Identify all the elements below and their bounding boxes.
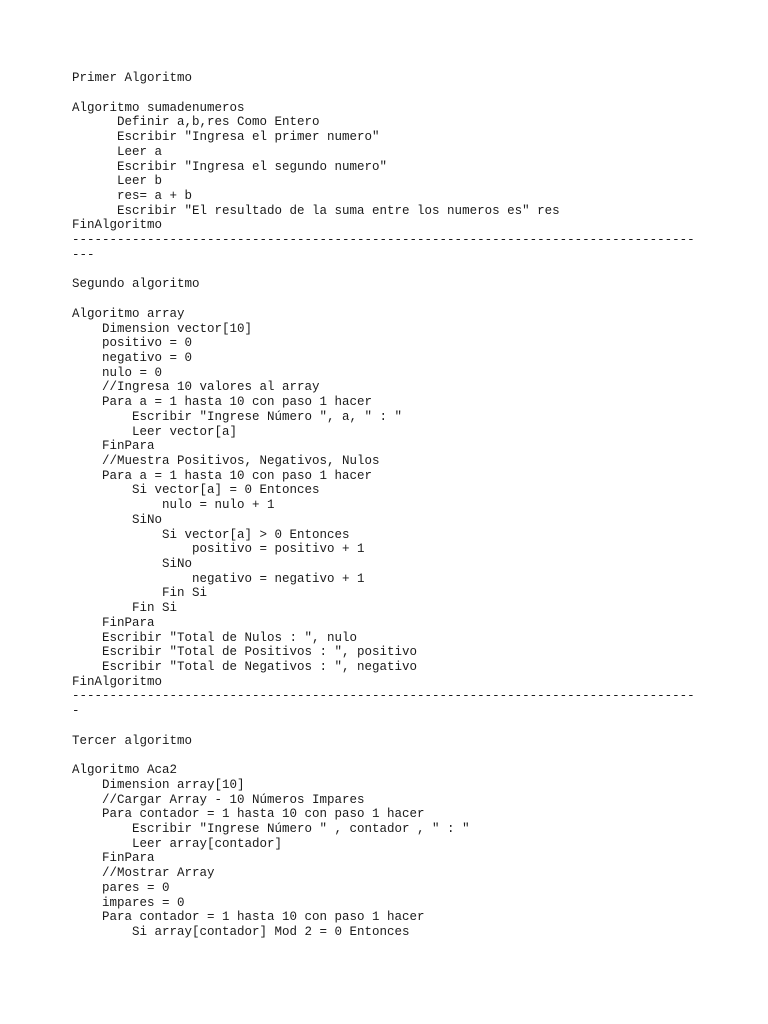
doc-line: Si vector[a] > 0 Entonces <box>72 527 350 542</box>
doc-line: Dimension vector[10] <box>72 321 253 336</box>
doc-line: FinAlgoritmo <box>72 218 163 233</box>
doc-line: Dimension array[10] <box>72 777 245 792</box>
doc-line: Definir a,b,res Como Entero <box>72 115 320 130</box>
doc-line: Escribir "Ingresa el primer numero" <box>72 130 380 145</box>
doc-line: Para contador = 1 hasta 10 con paso 1 hacer <box>72 807 425 822</box>
doc-line: Escribir "Ingresa el segundo numero" <box>72 159 388 174</box>
doc-line: SiNo <box>72 557 193 572</box>
separator-line: --- <box>72 247 95 262</box>
doc-line: Escribir "Total de Positivos : ", positivo <box>72 645 418 660</box>
doc-line: Fin Si <box>72 601 178 616</box>
doc-line: pares = 0 <box>72 880 170 895</box>
doc-line: Escribir "Total de Nulos : ", nulo <box>72 630 358 645</box>
doc-line: //Cargar Array - 10 Números Impares <box>72 792 365 807</box>
doc-line: Leer a <box>72 144 163 159</box>
doc-line <box>72 719 762 734</box>
doc-line: nulo = 0 <box>72 365 163 380</box>
doc-line: Escribir "Total de Negativos : ", negativo <box>72 660 418 675</box>
doc-line: impares = 0 <box>72 895 185 910</box>
doc-line: Leer vector[a] <box>72 424 238 439</box>
doc-line: Escribir "Ingrese Número ", a, " : " <box>72 409 403 424</box>
doc-line: Leer array[contador] <box>72 836 283 851</box>
doc-line: Para contador = 1 hasta 10 con paso 1 hacer <box>72 910 425 925</box>
doc-line: Si array[contador] Mod 2 = 0 Entonces <box>72 924 410 939</box>
doc-line: res= a + b <box>72 189 193 204</box>
doc-line: //Mostrar Array <box>72 866 215 881</box>
doc-line: Fin Si <box>72 586 208 601</box>
doc-line: negativo = 0 <box>72 350 193 365</box>
doc-line <box>72 86 762 101</box>
doc-line: Leer b <box>72 174 163 189</box>
doc-line: negativo = negativo + 1 <box>72 571 365 586</box>
doc-line: Escribir "El resultado de la suma entre los numeros es" res <box>72 203 560 218</box>
doc-line: //Ingresa 10 valores al array <box>72 380 320 395</box>
doc-line: positivo = positivo + 1 <box>72 542 365 557</box>
doc-line <box>72 292 762 307</box>
doc-line: FinPara <box>72 439 155 454</box>
doc-line: Tercer algoritmo <box>72 733 193 748</box>
doc-line: //Muestra Positivos, Negativos, Nulos <box>72 453 380 468</box>
separator-line: ----------------------------------------------------------------------------------- <box>72 233 695 248</box>
doc-line: Para a = 1 hasta 10 con paso 1 hacer <box>72 468 373 483</box>
doc-line: Escribir "Ingrese Número " , contador , " : " <box>72 821 470 836</box>
doc-line: FinAlgoritmo <box>72 674 163 689</box>
doc-line: nulo = nulo + 1 <box>72 498 275 513</box>
doc-line: Primer Algoritmo <box>72 71 193 86</box>
doc-line: Para a = 1 hasta 10 con paso 1 hacer <box>72 395 373 410</box>
doc-line <box>72 263 762 278</box>
doc-line <box>72 748 762 763</box>
doc-line: Algoritmo array <box>72 306 185 321</box>
doc-line: Algoritmo sumadenumeros <box>72 100 245 115</box>
document-body <box>72 71 762 939</box>
doc-line: FinPara <box>72 615 155 630</box>
doc-line: positivo = 0 <box>72 336 193 351</box>
doc-line: Segundo algoritmo <box>72 277 200 292</box>
doc-line: Algoritmo Aca2 <box>72 763 178 778</box>
separator-line: - <box>72 704 80 719</box>
doc-line: SiNo <box>72 512 163 527</box>
separator-line: ----------------------------------------------------------------------------------- <box>72 689 695 704</box>
doc-line: FinPara <box>72 851 155 866</box>
doc-line: Si vector[a] = 0 Entonces <box>72 483 320 498</box>
